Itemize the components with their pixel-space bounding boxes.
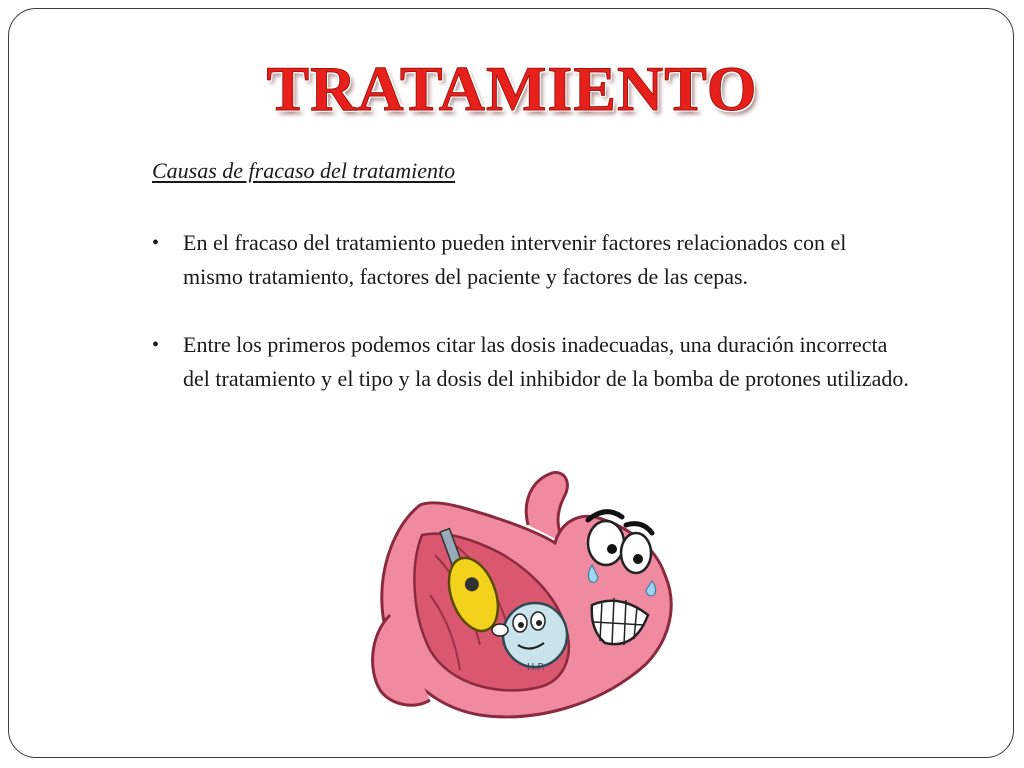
section-subtitle: Causas de fracaso del tratamiento	[152, 158, 456, 183]
bullet-item	[150, 328, 910, 396]
bullet-item	[150, 226, 910, 294]
bullet-icon: •	[152, 334, 160, 356]
bacterium-label: H.P.	[526, 662, 546, 673]
bullet-icon: •	[152, 232, 160, 254]
bullet-text: Entre los primeros podemos citar las dosis inadecuadas, una duración incorrecta del tratamiento y el tipo y la dosis del inhibidor de la bomba de protones utilizado.	[183, 332, 909, 391]
bullet-text: En el fracaso del tratamiento pueden intervenir factores relacionados con el mismo tratamiento, factores del paciente y factores de las cepas.	[183, 230, 847, 289]
bullet-list	[150, 226, 910, 430]
cartoon-stomach-icon	[360, 465, 690, 730]
slide-title: TRATAMIENTO	[266, 53, 758, 124]
